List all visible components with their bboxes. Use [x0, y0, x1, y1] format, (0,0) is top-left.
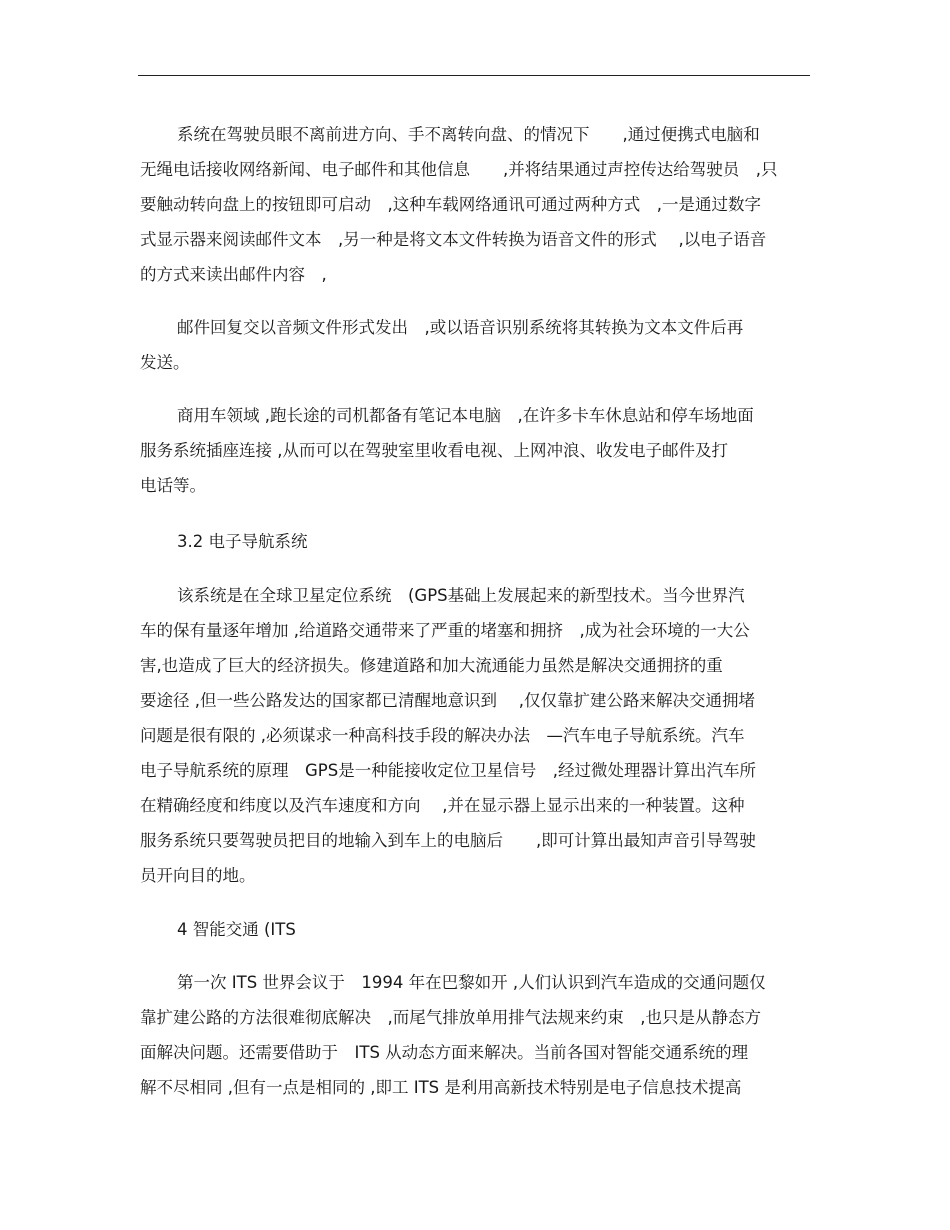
paragraph-5-line-2: 车的保有量逐年增加 ,给道路交通带来了严重的堵塞和拥挤 ,成为社会环境的一大公 — [140, 621, 750, 640]
paragraph-7-line-4: 解不尽相同 ,但有一点是相同的 ,即工 ITS 是利用高新技术特别是电子信息技术提高 — [140, 1078, 742, 1097]
paragraph-1-line-3: 要触动转向盘上的按钮即可启动 ,这种车载网络通讯可通过两种方式 ,一是通过数字 — [140, 195, 761, 214]
paragraph-1-line-2: 无绳电话接收网络新闻、电子邮件和其他信息 ,并将结果通过声控传达给驾驶员 ,只 — [140, 160, 778, 179]
paragraph-1-line-5: 的方式来读出邮件内容 , — [140, 265, 327, 284]
paragraph-7-line-1: 第一次 ITS 世界会议于 1994 年在巴黎如开 ,人们认识到汽车造成的交通问题仅 — [177, 973, 766, 992]
paragraph-5-line-5: 问题是很有限的 ,必须谋求一种高科技手段的解决办法 —汽车电子导航系统。汽车 — [140, 726, 745, 745]
paragraph-3-line-1: 商用车领域 ,跑长途的司机都备有笔记本电脑 ,在许多卡车休息站和停车场地面 — [177, 406, 754, 425]
paragraph-3-line-2: 服务系统插座连接 ,从而可以在驾驶室里收看电视、上网冲浪、收发电子邮件及打 — [140, 441, 728, 460]
paragraph-3-line-3: 电话等。 — [140, 476, 206, 495]
paragraph-5-line-3: 害,也造成了巨大的经济损失。修建道路和加大流通能力虽然是解决交通拥挤的重 — [140, 656, 723, 675]
paragraph-1-line-1: 系统在驾驶员眼不离前进方向、手不离转向盘、的情况下 ,通过便携式电脑和 — [177, 125, 760, 144]
paragraph-5-line-7: 在精确经度和纬度以及汽车速度和方向 ,并在显示器上显示出来的一种装置。这种 — [140, 796, 745, 815]
paragraph-7-line-3: 面解决问题。还需要借助于 ITS 从动态方面来解决。当前各国对智能交通系统的理 — [140, 1043, 749, 1062]
paragraph-5-line-8: 服务系统只要驾驶员把目的地输入到车上的电脑后 ,即可计算出最知声音引导驾驶 — [140, 831, 756, 850]
paragraph-5-line-9: 员开向目的地。 — [140, 866, 256, 885]
paragraph-2-line-2: 发送。 — [140, 353, 190, 372]
paragraph-1-line-4: 式显示器来阅读邮件文本 ,另一种是将文本文件转换为语音文件的形式 ,以电子语音 — [140, 230, 767, 249]
paragraph-2-line-1: 邮件回复交以音频文件形式发出 ,或以语音识别系统将其转换为文本文件后再 — [177, 318, 744, 337]
section-heading-3-2: 3.2 电子导航系统 — [177, 532, 308, 551]
paragraph-7-line-2: 靠扩建公路的方法很难彻底解决 ,而尾气排放单用排气法规来约束 ,也只是从静态方 — [140, 1008, 761, 1027]
paragraph-5-line-1: 该系统是在全球卫星定位系统 (GPS基础上发展起来的新型技术。当今世界汽 — [177, 586, 745, 605]
paragraph-5-line-4: 要途径 ,但一些公路发达的国家都已清醒地意识到 ,仅仅靠扩建公路来解决交通拥堵 — [140, 691, 755, 710]
paragraph-5-line-6: 电子导航系统的原理 GPS是一种能接收定位卫星信号 ,经过微处理器计算出汽车所 — [140, 761, 756, 780]
section-heading-4: 4 智能交通 (ITS — [177, 920, 296, 939]
header-rule — [138, 75, 810, 76]
